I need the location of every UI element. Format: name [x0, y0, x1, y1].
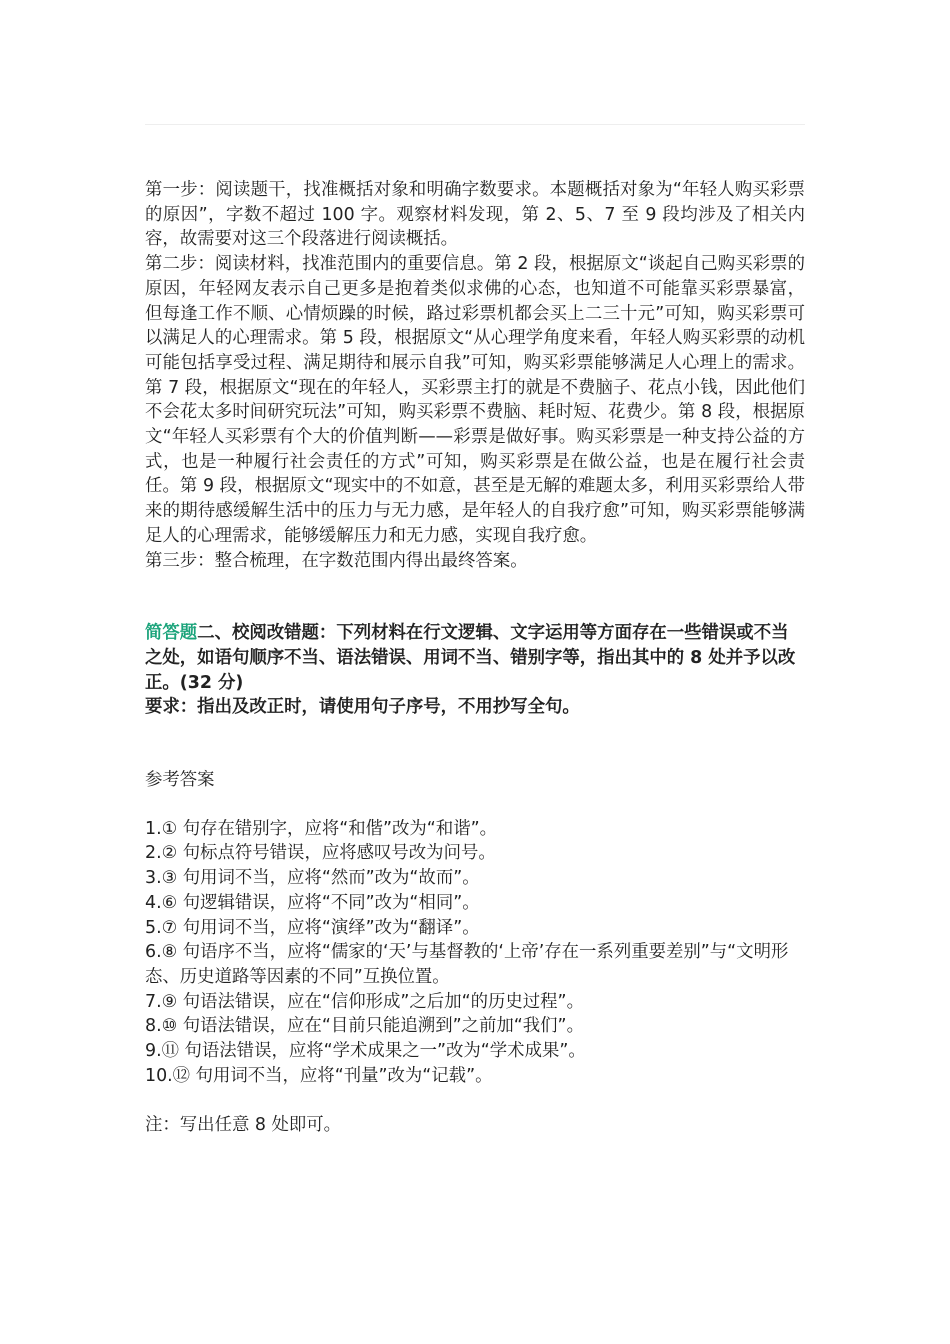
answer-item: 8.⑩ 句语法错误，应在“目前只能追溯到”之前加“我们”。: [145, 1016, 584, 1037]
answer-item: 5.⑦ 句用词不当，应将“演绎”改为“翻译”。: [145, 917, 480, 938]
answer-title: 参考答案: [145, 770, 215, 791]
question-type-tag: 简答题: [145, 623, 198, 644]
answer-item: 3.③ 句用词不当，应将“然而”改为“故而”。: [145, 868, 480, 889]
answer-item: 9.⑪ 句语法错误，应将“学术成果之一”改为“学术成果”。: [145, 1041, 586, 1062]
top-divider: [145, 124, 805, 125]
answer-item: 7.⑨ 句语法错误，应在“信仰形成”之后加“的历史过程”。: [145, 991, 584, 1012]
document-body: [145, 178, 805, 1137]
answer-item: 1.① 句存在错别字，应将“和偕”改为“和谐”。: [145, 818, 498, 839]
question-block: [145, 621, 805, 720]
analysis-step-2: 第二步：阅读材料，找准范围内的重要信息。第 2 段，根据原文“谈起自己购买彩票的原因，年轻网友表示自己更多是抱着类似求佛的心态，也知道不可能靠买彩票暴富，但每逢工作不顺、心情烦躁的时候，路过彩票机都会买上二三十元”可知，购买彩票可以满足人的心理需求。第 5 段，根据原文“从心理学角度来看，年轻人购买彩票的动机可能包括享受过程、满足期待和展示自我”可知，购买彩票能够满足人心理上的需求。第 7 段，根据原文“现在的年轻人，买彩票主打的就是不费脑子、花点小钱，因此他们不会花太多时间研究玩法”可知，购买彩票不费脑、耗时短、花费少。第 8 段，根据原文“年轻人买彩票有个大的价值判断——彩票是做好事。购买彩票是一种支持公益的方式，也是一种履行社会责任的方式”可知，购买彩票是在做公益，也是在履行社会责任。第 9 段，根据原文“现实中的不如意，甚至是无解的难题太多，利用买彩票给人带来的期待感缓解生活中的压力与无力感，是年轻人的自我疗愈”可知，购买彩票能够满足人的心理需求，能够缓解压力和无力感，实现自我疗愈。: [145, 254, 805, 546]
analysis-step-3: 第三步：整合梳理，在字数范围内得出最终答案。: [145, 550, 528, 571]
question-requirement: 要求：指出及改正时，请使用句子序号，不用抄写全句。: [145, 697, 580, 718]
analysis-step-1: 第一步：阅读题干，找准概括对象和明确字数要求。本题概括对象为“年轻人购买彩票的原因”，字数不超过 100 字。观察材料发现，第 2、5、7 至 9 段均涉及了相关内容，故需要对这三个段落进行阅读概括。: [145, 180, 805, 250]
answer-item: 2.② 句标点符号错误，应将感叹号改为问号。: [145, 843, 496, 864]
answer-item: 6.⑧ 句语序不当，应将“儒家的‘天’与基督教的‘上帝’存在一系列重要差别”与“文明形态、历史道路等因素的不同”互换位置。: [145, 942, 789, 987]
question-prompt: 二、校阅改错题：下列材料在行文逻辑、文字运用等方面存在一些错误或不当之处，如语句顺序不当、语法错误、用词不当、错别字等，指出其中的 8 处并予以改正。(32 分): [145, 623, 796, 693]
answer-item: 4.⑥ 句逻辑错误，应将“不同”改为“相同”。: [145, 892, 480, 913]
answer-list: [145, 817, 805, 1089]
question-prompt-line: [145, 621, 805, 695]
answer-item: 10.⑫ 句用词不当，应将“刊量”改为“记载”。: [145, 1065, 493, 1086]
answer-note: 注：写出任意 8 处即可。: [145, 1114, 342, 1135]
